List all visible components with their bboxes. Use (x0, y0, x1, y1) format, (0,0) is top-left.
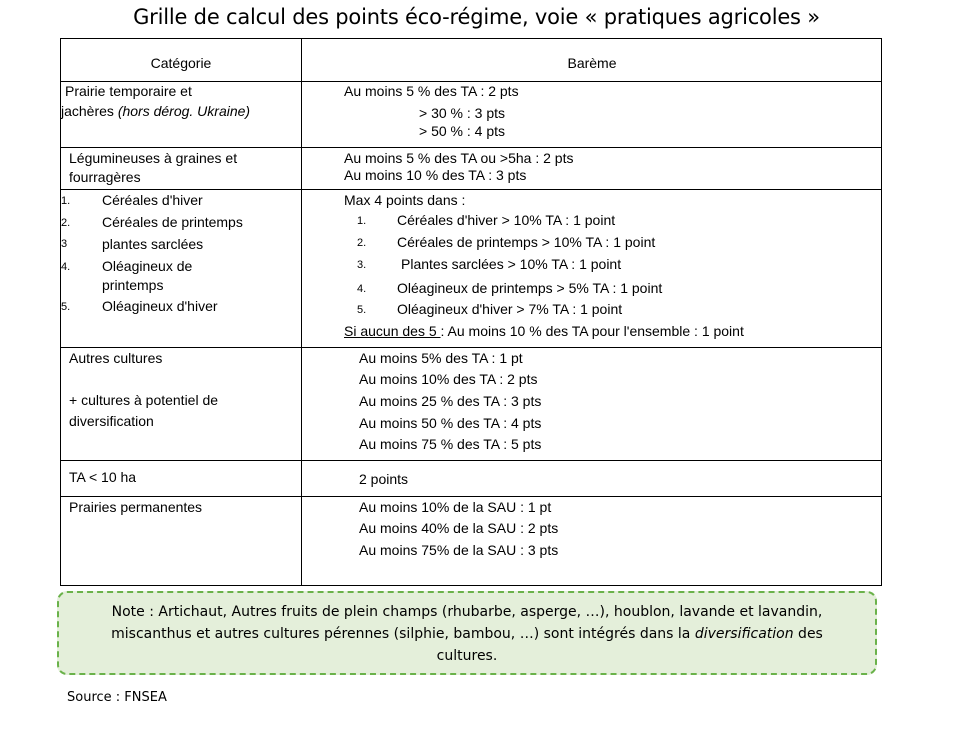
row1-bareme-line3: > 50 % : 4 pts (419, 123, 505, 139)
row-divider (61, 347, 881, 348)
row3-bareme-intro: Max 4 points dans : (344, 192, 466, 208)
row6-bareme-line: Au moins 40% de la SAU : 2 pts (359, 520, 559, 536)
row6-bareme-line: Au moins 10% de la SAU : 1 pt (359, 499, 552, 515)
row4-bareme-line: Au moins 10% des TA : 2 pts (359, 371, 538, 387)
list-number: 5. (61, 301, 71, 313)
row-divider (61, 189, 881, 190)
list-number: 3. (357, 259, 367, 271)
row4-bareme-line: Au moins 75 % des TA : 5 pts (359, 436, 542, 452)
row6-bareme-line: Au moins 75% de la SAU : 3 pts (359, 542, 559, 558)
row-divider (61, 81, 881, 82)
list-item: Oléagineux de (102, 258, 193, 274)
list-number: 2. (357, 237, 367, 249)
list-item-continuation: printemps (102, 277, 164, 293)
row4-bareme-line: Au moins 25 % des TA : 3 pts (359, 393, 542, 409)
row6-category: Prairies permanentes (69, 499, 203, 515)
row2-bareme-line1: Au moins 5 % des TA ou >5ha : 2 pts (344, 150, 574, 166)
row-divider (61, 147, 881, 148)
row1-category-line1: Prairie temporaire et (65, 83, 192, 99)
list-item: Oléagineux d'hiver > 7% TA : 1 point (397, 301, 623, 317)
source-caption: Source : FNSEA (67, 690, 167, 705)
list-item: Céréales de printemps > 10% TA : 1 point (397, 234, 656, 250)
list-number: 4. (61, 261, 71, 273)
row1-bareme-line2: > 30 % : 3 pts (419, 105, 505, 121)
list-item: Plantes sarclées > 10% TA : 1 point (401, 256, 622, 272)
row-divider (61, 496, 881, 497)
row5-category: TA < 10 ha (69, 469, 137, 485)
row2-bareme-line2: Au moins 10 % des TA : 3 pts (344, 167, 527, 183)
header-bareme: Barème (567, 55, 617, 71)
row2-category-line2: fourragères (69, 169, 141, 185)
note-text-end: des cultures. (436, 626, 823, 664)
row2-category-line1: Légumineuses à graines et (69, 150, 238, 166)
list-item: Oléagineux de printemps > 5% TA : 1 point (397, 280, 663, 296)
row4-category-line1: Autres cultures (69, 350, 163, 366)
list-number: 1. (61, 195, 71, 207)
list-item: Céréales de printemps (102, 214, 243, 230)
scoring-table (60, 38, 882, 586)
column-divider (301, 39, 302, 585)
row-divider (61, 460, 881, 461)
note-text: Note : Artichaut, Autres fruits de plein champs (rhubarbe, asperge, …), houblon, lavande et lavandin, miscanthus et autres cultures pérennes (silphie, bambou, …) sont intégrés dans la (111, 604, 823, 642)
list-item: Céréales d'hiver > 10% TA : 1 point (397, 212, 616, 228)
note-italic: diversification (694, 626, 794, 642)
list-item: Céréales d'hiver (102, 192, 203, 208)
row4-bareme-line: Au moins 50 % des TA : 4 pts (359, 415, 542, 431)
row1-bareme-line1: Au moins 5 % des TA : 2 pts (344, 83, 519, 99)
header-categorie: Catégorie (150, 55, 212, 71)
row5-bareme: 2 points (359, 471, 409, 487)
row4-category-line3: diversification (69, 413, 154, 429)
row3-bareme-footer: Si aucun des 5 : Au moins 10 % des TA pour l'ensemble : 1 point (344, 323, 744, 339)
list-number: 4. (357, 283, 367, 295)
row1-category-line2: jachères (hors dérog. Ukraine) (61, 103, 251, 119)
list-item: Oléagineux d'hiver (102, 298, 218, 314)
list-number: 1. (357, 215, 367, 227)
list-number: 2. (61, 217, 71, 229)
list-number: 5. (357, 304, 367, 316)
note-box (57, 591, 877, 675)
row4-bareme-line: Au moins 5% des TA : 1 pt (359, 350, 523, 366)
row4-category-line2: + cultures à potentiel de (69, 392, 219, 408)
list-number: 3 (61, 238, 68, 250)
list-item: plantes sarclées (102, 236, 204, 252)
page-title: Grille de calcul des points éco-régime, voie « pratiques agricoles » (133, 5, 820, 29)
